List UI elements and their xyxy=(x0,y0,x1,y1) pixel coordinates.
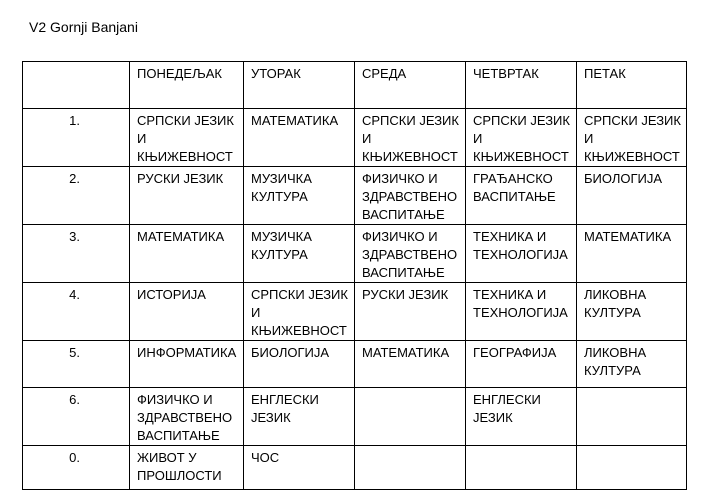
table-cell: ГЕОГРАФИЈА xyxy=(466,341,577,388)
table-row xyxy=(23,341,687,388)
table-cell: МАТЕМАТИКА xyxy=(577,225,687,283)
table-cell: ЖИВОТ У ПРОШЛОСТИ xyxy=(130,446,244,490)
header-row xyxy=(23,62,687,109)
table-cell: БИОЛОГИЈА xyxy=(244,341,355,388)
period-number: 3. xyxy=(23,225,130,283)
table-cell: ИСТОРИЈА xyxy=(130,283,244,341)
table-cell: МАТЕМАТИКА xyxy=(244,109,355,167)
table-cell: РУСКИ ЈЕЗИК xyxy=(130,167,244,225)
table-cell: МУЗИЧКА КУЛТУРА xyxy=(244,167,355,225)
table-cell: ЧОС xyxy=(244,446,355,490)
header-cell-empty xyxy=(23,62,130,109)
table-cell: ТЕХНИКА И ТЕХНОЛОГИЈА xyxy=(466,225,577,283)
period-number: 4. xyxy=(23,283,130,341)
header-cell-wednesday: СРЕДА xyxy=(355,62,466,109)
table-cell xyxy=(355,446,466,490)
table-cell: ФИЗИЧКО И ЗДРАВСТВЕНО ВАСПИТАЊЕ xyxy=(355,225,466,283)
table-cell: ГРАЂАНСКО ВАСПИТАЊЕ xyxy=(466,167,577,225)
table-cell: ФИЗИЧКО И ЗДРАВСТВЕНО ВАСПИТАЊЕ xyxy=(355,167,466,225)
header-cell-tuesday: УТОРАК xyxy=(244,62,355,109)
period-number: 0. xyxy=(23,446,130,490)
table-cell xyxy=(577,446,687,490)
table-cell: ЛИКОВНА КУЛТУРА xyxy=(577,283,687,341)
table-cell xyxy=(355,388,466,446)
table-cell: ЕНГЛЕСКИ ЈЕЗИК xyxy=(244,388,355,446)
document-title: V2 Gornji Banjani xyxy=(29,19,138,35)
period-number: 5. xyxy=(23,341,130,388)
header-cell-monday: ПОНЕДЕЉАК xyxy=(130,62,244,109)
table-cell: СРПСКИ ЈЕЗИК И КЊИЖЕВНОСТ xyxy=(130,109,244,167)
table-cell: ИНФОРМАТИКА xyxy=(130,341,244,388)
table-cell: МУЗИЧКА КУЛТУРА xyxy=(244,225,355,283)
table-row xyxy=(23,225,687,283)
table-cell: ЕНГЛЕСКИ ЈЕЗИК xyxy=(466,388,577,446)
timetable xyxy=(22,61,687,490)
period-number: 1. xyxy=(23,109,130,167)
table-cell: ТЕХНИКА И ТЕХНОЛОГИЈА xyxy=(466,283,577,341)
table-cell: СРПСКИ ЈЕЗИК И КЊИЖЕВНОСТ xyxy=(244,283,355,341)
header-cell-friday: ПЕТАК xyxy=(577,62,687,109)
table-cell: ЛИКОВНА КУЛТУРА xyxy=(577,341,687,388)
table-cell xyxy=(466,446,577,490)
table-cell: МАТЕМАТИКА xyxy=(130,225,244,283)
table-cell: БИОЛОГИЈА xyxy=(577,167,687,225)
table-row xyxy=(23,283,687,341)
table-cell: ФИЗИЧКО И ЗДРАВСТВЕНО ВАСПИТАЊЕ xyxy=(130,388,244,446)
table-cell: СРПСКИ ЈЕЗИК И КЊИЖЕВНОСТ xyxy=(466,109,577,167)
table-cell: МАТЕМАТИКА xyxy=(355,341,466,388)
table-cell xyxy=(577,388,687,446)
period-number: 6. xyxy=(23,388,130,446)
table-cell: СРПСКИ ЈЕЗИК И КЊИЖЕВНОСТ xyxy=(355,109,466,167)
table-row xyxy=(23,446,687,490)
table-cell: СРПСКИ ЈЕЗИК И КЊИЖЕВНОСТ xyxy=(577,109,687,167)
header-cell-thursday: ЧЕТВРТАК xyxy=(466,62,577,109)
table-row xyxy=(23,388,687,446)
period-number: 2. xyxy=(23,167,130,225)
table-row xyxy=(23,109,687,167)
table-cell: РУСКИ ЈЕЗИК xyxy=(355,283,466,341)
table-row xyxy=(23,167,687,225)
